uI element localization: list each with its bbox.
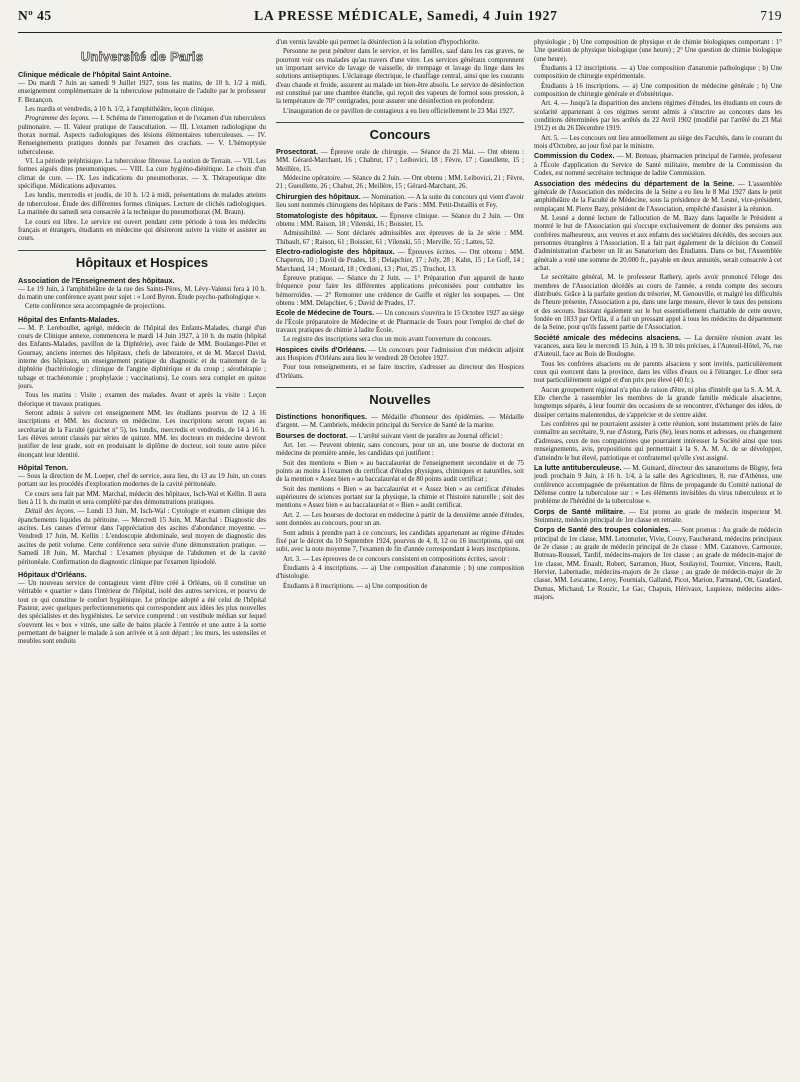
article-paragraph: Pour tous renseignements, et se faire inscrire, s'adresser au directeur des Hospices d'Orléans. bbox=[276, 364, 524, 380]
section-universite-title: Université de Paris bbox=[80, 49, 204, 64]
column-2 bbox=[276, 39, 524, 1079]
article-paragraph: d'un vernis lavable qui permet la désinfection à la solution d'hypochlorite. bbox=[276, 39, 480, 46]
article-paragraph: — Du mardi 7 Juin au samedi 9 Juillet 1927, tous les matins, de 10 h. 1/2 à midi, enseignement complémentaire de la tuberculose pulmonaire de l'adulte par le professeur F. Bezançon. bbox=[18, 80, 266, 104]
article-heading: Commission du Codex. bbox=[534, 151, 615, 161]
article-paragraph: Tous les confrères alsaciens ou de parents alsaciens y sont invités, particulièrement ceux qui exercent dans la province, dans les villes d'eaux ou à l'étranger. Le dîner sera tout particulièrement soigné et d'un prix peu élevé (40 fr.). bbox=[534, 360, 782, 385]
article-heading: Prosectorat. bbox=[276, 147, 318, 157]
article-paragraph: Art. 1er. — Peuvent obtenir, sans concours, pour un an, une bourse de doctorat en médecine de première année, les candidats qui justifient : bbox=[276, 442, 524, 458]
article-paragraph: Les confrères qui ne pourraient assister à cette réunion, sont instamment priés de faire connaître au secrétaire, 9, rue d'Astorg, Paris (8e), leurs noms et adresses, ou changement d'adresses, ceux de nos compatriotes que pourraient intéresser la Société ainsi que tous renseignements, avis, propositions qui permettrait à la S. A. M. A. de se développer, d'atteindre le but élevé, patriotique et confraternel qu'elle s'est assigné. bbox=[534, 421, 782, 462]
article-paragraph: Aucun groupement régional n'a plus de raison d'être, ni plus d'intérêt que la S. A. M. A. Elle cherche à rassembler les membres de la grande famille médicale alsacienne, longtemps séparés, à leur fournir des occasions de se rencontrer, d'échanger des idées, de dissiper certains malentendus, de s'apprécier et de s'entre aider. bbox=[534, 386, 782, 419]
article-paragraph: Corps de Santé militaire. — Est promu au grade de médecin inspecteur M. Steinmetz, médecin principal de 1re classe en retraite. bbox=[534, 506, 782, 524]
article-paragraph: Seront admis à suivre cet enseignement MM. les étudiants pourvus de 12 à 16 inscriptions et MM. les docteurs en médecine. Les inscriptions seront reçues au secrétariat de la Faculté (guichet nº 5), les lundis, mercredis et vendredis, de 14 à 16 h. Les élèves seront classés par séries de quinze. MM. les docteurs en médecine devront justifier de leur grade, soit en produisant le diplôme de docteur, soit toute autre pièce énonçant leur identité. bbox=[18, 410, 266, 459]
section-concours-title: Concours bbox=[276, 122, 524, 143]
article-paragraph: Le registre des inscriptions sera clos un mois avant l'ouverture du concours. bbox=[283, 336, 492, 344]
article-paragraph: Société amicale des médecins alsaciens. — La dernière réunion avant les vacances, aura lieu le mercredi 15 Juin, à 19 h. 30 très précises, à l'Auteuil-Hôtel, 76, rue d'Auteuil, face au Bois de Boulogne. bbox=[534, 332, 782, 359]
article-paragraph: Stomatologiste des hôpitaux. — Épreuve clinique. — Séance du 2 Juin. — Ont obtenu : MM. Raison, 18 ; Vilenski, 16 ; Boissier, 15. bbox=[276, 210, 524, 228]
article-heading: Electro-radiologiste des hôpitaux. bbox=[276, 246, 395, 256]
article-paragraph: Electro-radiologiste des hôpitaux. — Épreuves écrites. — Ont obtenu : MM. Chaperon, 10 ; David de Prades, 18 ; Delapchier, 17 ; Joly, 28 ; Kahn, 15 ; Le Goff, 14 ; Marchand, 14 ; Moutard, 18 ; Ordioni, 13 ; Piot, 25 ; Truchot, 13. bbox=[276, 246, 524, 273]
article-paragraph: VI. La période préphtisique. La tuberculose fibreuse. La notion de Terrain. — VII. Les formes aiguës dites pneumoniques. — VIII. La cure hygiéno-diététique. Le choix d'un climat de cure. — IX. Les indications du pneumothorax. — X. Thérapeutique dite spécifique. Médications adjuvantes. bbox=[18, 158, 266, 191]
article-paragraph: — Sous la direction de M. Loeper, chef de service, aura lieu, du 13 au 19 Juin, un cours portant sur les procédés d'exploration modernes de la cavité péritonéale. bbox=[18, 473, 266, 489]
article-paragraph: Art. 5. — Les concours ont lieu annuellement au siège des Facultés, dans le courant du mois d'Octobre, au jour fixé par le ministre. bbox=[534, 134, 782, 151]
article-paragraph: La lutte antituberculeuse. — M. Guinard, directeur des sanatoriums de Bligny, fera jeudi prochain 9 Juin, à 16 h. 1/4, à la salle des Agriculteurs, 8, rue d'Athènes, une conférence accompagnée de présentation de films de propagande du Comité national de Défense contre la tuberculose sur : « Les éléments invisibles du virus tuberculeux et le problème de l'hérédité de la tuberculose ». bbox=[534, 462, 782, 506]
article-paragraph: — M. P. Lereboullet, agrégé, médecin de l'hôpital des Enfants-Malades, chargé d'un cours de Clinique annexe, commencera le mardi 14 Juin 1927, à 10 h. du matin (hôpital des Enfants-Malades, pavillon de la Diphtérie), avec l'aide de MM. Boulanger-Pilet et Gournay, anciens internes des hôpitaux, chefs de laboratoire, et de M. Marcel David, interne des hôpitaux, un enseignement pratique du diagnostic et du traitement de la diphtérie (bactériologie ; clinique de l'angine diphtérique et du croup ; sérothérapie ; tubage et trachéotomie ; prophylaxie ; vaccinations). Le cours sera complet en quinze jours. bbox=[18, 324, 266, 390]
article-heading: Bourses de doctorat. bbox=[276, 430, 348, 440]
article-paragraph: Commission du Codex. — M. Breteau, pharmacien principal de l'armée, professeur à l'École d'application du Service de Santé militaire, membre de la Commission du Codex, est nommé secrétaire technique de ladite Commission. bbox=[534, 151, 782, 178]
article-paragraph: Les lundis, mercredis et jeudis, de 10 h. 1/2 à midi, présentations de malades atteints de tuberculose. Étude des différentes formes cliniques. Lecture de clichés radiologiques. La matinée du samedi sera consacrée à la technique du pneumothorax (M. Braun). bbox=[18, 192, 266, 217]
section-nouvelles-title: Nouvelles bbox=[276, 387, 524, 408]
article-paragraph: Étudiants à 16 inscriptions. — a) Une composition de médecine générale ; b) Une composition de chirurgie générale et d'obstétrique. bbox=[534, 82, 782, 99]
article-heading: Association de l'Enseignement des hôpitaux. bbox=[18, 275, 175, 285]
newspaper-title: LA PRESSE MÉDICALE, Samedi, 4 Juin 1927 bbox=[254, 8, 558, 23]
article-paragraph: Détail des leçons. — Lundi 13 Juin, M. Isch-Wal : Cytologie et examen clinique des épanchements liquides du péritoine. — Mercredi 15 Juin, M. Marchal : Diagnostic des ascites. Les causes d'erreur dans l'appréciation des ascites d'abondance moyenne. — Vendredi 17 Juin, M. Kellin : L'endoscopie abdominale, seul moyen de diagnostic des ascites de petit volume. Cette conférence sera suivie d'une démonstration pratique. — Samedi 18 Juin, M. Marchal : L'examen physique de l'abdomen et de la cavité péritonéale. Confirmation du diagnostic clinique par l'examen lipiodolé. bbox=[18, 508, 266, 566]
column-3 bbox=[534, 39, 782, 1079]
article-heading: Hôpitaux d'Orléans. bbox=[18, 569, 87, 579]
masthead bbox=[18, 8, 782, 28]
article-paragraph: Sont admis à prendre part à ce concours, les candidats appartenant au régime d'études fixé par le décret du 10 Septembre 1924, pourvus de 4, 8, 12 ou 16 inscriptions, qui ont subi, avec la note moyenne 7, l'examen de fin d'année correspondant à leurs inscriptions. bbox=[276, 529, 524, 554]
article-paragraph: M. Lesné a donné lecture de l'allocution de M. Bazy dans laquelle le Président a montré le but de l'Association qui s'occupe exclusivement de donner des pensions aux confrères malheureux, aux veuves et aux enfants des sociétaires décédés, des secours aux personnes étrangères à l'Association. Il a fait part également de la décision du Conseil d'administration d'acheter un lit au Sanatorium des Étudiants. Dans ce but, l'Assemblée générale a voté une somme de 20.000 fr., payable en deux annuités, serait consacrée à cet achat. bbox=[534, 214, 782, 272]
article-paragraph: L'inauguration de ce pavillon de contagieux a eu lieu officiellement le 23 Mai 1927. bbox=[283, 107, 515, 115]
label-italic: Détail des leçons. bbox=[25, 508, 76, 516]
article-paragraph: Étudiants à 8 inscriptions. — a) Une composition de bbox=[283, 582, 428, 590]
article-heading: Corps de Santé des troupes coloniales. bbox=[534, 525, 671, 535]
article-paragraph: Étudiants à 12 inscriptions. — a) Une composition d'anatomie pathologique ; b) Une composition de chirurgie expérimentale. bbox=[534, 65, 782, 81]
article-heading: Distinctions honorifiques. bbox=[276, 412, 367, 422]
section-hopitaux-title: Hôpitaux et Hospices bbox=[18, 250, 266, 271]
article-paragraph: Ce cours sera fait par MM. Marchal, médecin des hôpitaux, Isch-Wal et Kellin. Il aura lieu à 11 h. du matin et sera complété par des démonstrations pratiques. bbox=[18, 490, 266, 507]
article-paragraph: — Le 19 Juin, à l'amphithéâtre de la rue des Saints-Pères, M. Lévy-Valensi fera à 10 h. du matin une conférence ayant pour sujet : « Lord Byron. Étude psycho-pathologique ». bbox=[18, 285, 266, 301]
article-paragraph: Distinctions honorifiques. — Médaille d'honneur des épidémies. — Médaille d'argent. — M. Cambriels, médecin principal du Service de Santé de la marine. bbox=[276, 412, 524, 430]
issue-number: Nº 45 bbox=[18, 8, 52, 23]
article-paragraph: Soit des mentions « Bien » au baccalauréat et « Assez bien » au certificat d'études supérieures de sciences portant sur la physique, la chimie et l'histoire naturelle ; soit des mentions « Assez bien » au baccalauréat et « Bien » audit certificat. bbox=[276, 485, 524, 510]
article-paragraph: Épreuve pratique. — Séance du 2 Juin. — 1° Préparation d'un appareil de haute fréquence pour faire les différentes applications préconisées pour combattre les hémorroïdes. — 2° Remonter une crédence de Gaiffe et régler les soupapes. — Ont obtenu : MM. Delapchier, 6 ; David de Prades, 17. bbox=[276, 274, 524, 307]
article-heading: Hôpital Tenon. bbox=[18, 463, 69, 473]
article-heading: Hospices civils d'Orléans. bbox=[276, 344, 367, 354]
columns bbox=[18, 39, 782, 1079]
article-paragraph: Ecole de Médecine de Tours. — Un concours s'ouvrira le 15 Octobre 1927 au siège de l'École préparatoire de Médecine et de Pharmacie de Tours pour l'emploi de chef de travaux pratiques de chimie à ladite École. bbox=[276, 308, 524, 334]
page-number: 719 bbox=[760, 8, 782, 23]
article-heading: Société amicale des médecins alsaciens. bbox=[534, 332, 681, 342]
article-heading: Corps de Santé militaire. bbox=[534, 506, 625, 516]
article-paragraph: Soit des mentions « Bien » au baccalauréat de l'enseignement secondaire et de 75 points au moins à l'examen du certificat d'études physiques, chimiques et naturelles, soit de la mention « Assez bien » au baccalauréat et de 80 points audit certificat ; bbox=[276, 459, 524, 484]
article-paragraph: Corps de Santé des troupes coloniales. — Sont promus : Au grade de médecin principal de 1re classe, MM. Letonturier, Vivie, Couvy, Faucherand, médecins principaux de 2e classe ; au grade de médecin principal de 2e classe : MM. Cazanove, Carmouze, Botreau-Roussel, Tardif, médecins-majors de 1re classe ; au grade de médecin-major de 1re classe, MM. Énault, Robert, Sarramon, Huot, Soulayrol, Tournier, Vincens, Rault, Hervier, Labernadie, médecins-majors de 2e classe ; au grade de médecin-major de 2e classe, MM. Lescanne, Leroy, Fournials, Galland, Picot, Marion, Farmand, Ott, Gaudard, Dumas, Michaud, Le Rouzic, Le Gac, Chapuis, Hérivaux, Luquieze, médecins aides-majors. bbox=[534, 525, 782, 601]
article-heading: Hôpital des Enfants-Malades. bbox=[18, 314, 120, 324]
article-paragraph: Hospices civils d'Orléans. — Un concours pour l'admission d'un médecin adjoint aux Hospices d'Orléans aura lieu le vendredi 28 Octobre 1927. bbox=[276, 344, 524, 362]
article-paragraph: physiologie ; b) Une composition de physique et de chimie biologiques comportant : 1° Une question de physique biologique (une heure) ; 2° Une question de chimie biologique (une heure). bbox=[534, 39, 782, 63]
article-heading: Ecole de Médecine de Tours. bbox=[276, 308, 375, 318]
article-heading: Clinique médicale de l'hôpital Saint Antoine. bbox=[18, 70, 172, 79]
column-1 bbox=[18, 39, 266, 1079]
article-paragraph: Art. 2. — Les bourses de doctorat en médecine à partir de la deuxième année d'études, sont données au concours, pour un an. bbox=[276, 511, 524, 528]
article-paragraph: Admissibilité. — Sont déclarés admissibles aux épreuves de la 2e série : MM. Thibault, 67 ; Raison, 61 ; Boissier, 61 ; Vilenski, 55 ; Merville, 55 ; Lattes, 52. bbox=[276, 230, 524, 246]
article-paragraph: Chirurgien des hôpitaux. — Nomination. — A la suite du concours qui vient d'avoir lieu sont nommés chirurgiens des hôpitaux de Paris : MM. Petit-Dutaillis et Fey. bbox=[276, 191, 524, 210]
article-paragraph: Bourses de doctorat. — L'arrêté suivant vient de paraître au Journal officiel : bbox=[276, 430, 503, 440]
article-paragraph: Programme des leçons. — I. Schéma de l'interrogation et de l'examen d'un tuberculeux pulmonaire. — II. Valeur pratique de l'auscultation. — III. L'examen radiologique du thorax normal. Aspects radiologiques des lésions élémentaires tuberculeuses. — IV. Renseignements pratiques donnés par l'examen des crachats. — V. L'hémoptysie tuberculeuse. bbox=[18, 115, 266, 156]
article-paragraph: Association des médecins du département de la Seine. — L'assemblée générale de l'Association des médecins de la Seine a eu lieu le 8 Mai 1927 dans le petit amphithéâtre de la Faculté de Médecine, sous la présidence de M. Lesné, vice-président, remplaçant M. Pierre Bazy, président de l'Association, empêché d'assister à la réunion. bbox=[534, 178, 782, 213]
article-heading: Stomatologiste des hôpitaux. bbox=[276, 210, 378, 220]
article-paragraph: Étudiants à 4 inscriptions. — a) Une composition d'anatomie ; b) une composition d'histologie. bbox=[276, 564, 524, 581]
article-paragraph: Art. 3. — Les épreuves de ce concours consistent en compositions écrites, savoir : bbox=[283, 555, 510, 563]
article-paragraph: Le secrétaire général, M. le professeur Rathery, après avoir prononcé l'éloge des membres de l'Association décédés au cours de l'année, a rendu compte des secours distribués. Grâce à la parfaite gestion du trésorier, M. Genouville, et malgré les difficultés de l'heure présente, l'Association a pu, dans une large mesure, élever le taux des pensions et des secours. Insistant également sur le but essentiellement charitable de cette œuvre, fondée en 1833 par Orfila, il a fait un pressant appel à tous les médecins du département de la Seine, pour qu'ils fassent partie de l'Association. bbox=[534, 274, 782, 332]
article-paragraph: Art. 4. — Jusqu'à la disparition des anciens régimes d'études, les étudiants en cours de scolarité appartenant à ces régimes seront admis à s'inscrire au concours dans les conditions déterminées par les arrêtés du 22 Avril 1902 (modifié par l'arrêté du 23 Mai 1912) et du 26 Décembre 1919. bbox=[534, 100, 782, 133]
article-paragraph: Personne ne peut pénétrer dans le service, et les familles, sauf dans les cas graves, ne pourront voir ces malades qu'au travers d'une vitre. Les services généraux comprennent un important service de lavage de vaisselle, de trempage et lavage du linge dans les solutions antiseptiques. L'éclairage électrique, le chauffage central, ainsi que les courants d'eau chaude et froide, assurent au malade un bien-être absolu. Le service de désinfection est constitué par une chambre étanche, qui reçoit des vapeurs de formol sous pression, à la température de 70° centigrades, pour assurer une désinfection en profondeur. bbox=[276, 48, 524, 106]
article-heading: Chirurgien des hôpitaux. bbox=[276, 191, 361, 201]
article-paragraph: Médecine opératoire. — Séance du 2 Juin. — Ont obtenu : MM. Leibovici, 21 ; Fèvre, 21 ; Gueullette, 26 ; Chabut, 26 ; Meillère, 15 ; Gérard-Marchant, 26. bbox=[276, 175, 524, 191]
masthead-rule bbox=[18, 32, 782, 33]
article-paragraph: — Un nouveau service de contagieux vient d'être créé à Orléans, où il constitue un véritable « quartier » dans l'intérieur de l'hôpital, isolé des autres services, et pourvu de tout ce qui constitue le confort hygiénique. Le principe adopté a été celui de l'hôpital Pasteur, avec quelques perfectionnements qui correspondent aux idées les plus nouvelles des spécialistes et des hygiénistes. Le service comprend : un vestibule médian sur lequel s'ouvrent les « box » vitrés, une salle de bains placée à l'entrée et une autre à la sortie permettant de baigner le malade à son arrivée et à son départ ; les murs, les ustensiles et meubles sont enduits bbox=[18, 579, 266, 646]
article-paragraph: Prosectorat. — Épreuve orale de chirurgie. — Séance du 21 Mai. — Ont obtenu : MM. Gérard-Marchant, 16 ; Chabrut, 17 ; Leibovici, 18 ; Fèvre, 17 ; Gueullette, 15 ; Meillère, 15. bbox=[276, 147, 524, 173]
article-heading: Association des médecins du département de la Seine. bbox=[534, 178, 735, 188]
article-paragraph: Le cours est libre. Le service est ouvert pendant cette période à tous les médecins français et étrangers, étudiants en médecine qui désireront suivre la visite et assister au cours. bbox=[18, 218, 266, 243]
article-paragraph: Tous les matins : Visite ; examen des malades. Avant et après la visite : Leçon théorique et travaux pratiques. bbox=[18, 392, 266, 408]
label-italic: Programme des leçons. bbox=[25, 115, 90, 123]
article-paragraph: Les mardis et vendredis, à 10 h. 1/2, à l'amphithéâtre, leçon clinique. bbox=[25, 106, 215, 114]
article-paragraph: Cette conférence sera accompagnée de projections. bbox=[25, 303, 166, 311]
article-heading: La lutte antituberculeuse. bbox=[534, 462, 622, 472]
